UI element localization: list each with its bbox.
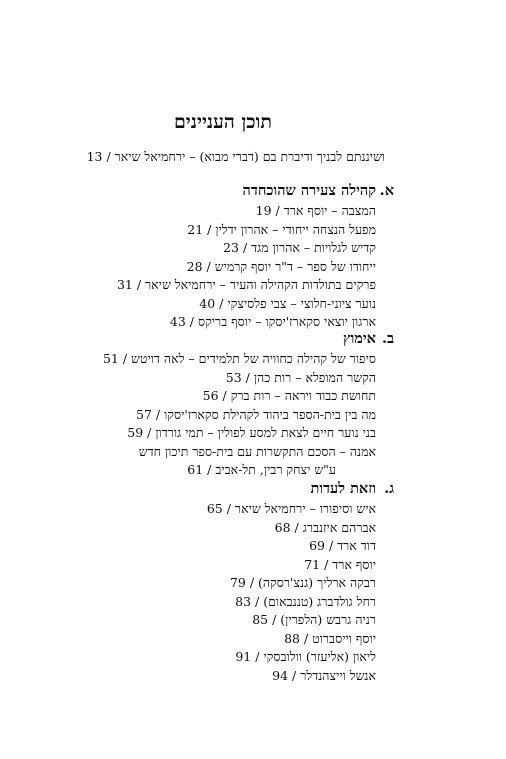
toc-entry: פרקים בתולדות הקהילה והעיר – ירחמיאל שיאר / 31 [116,277,376,292]
toc-entry: איש וסיפורו – ירחמיאל שיאר / 65 [206,501,376,516]
toc-entry: מפעל הנצחה ייחודי – אהרון ידלין / 21 [187,221,376,237]
toc-entry: יוסף וייסברוט / 88 [284,630,376,646]
toc-entry: ייחודו של ספר – ד"ר יוסף קרמיש / 28 [186,258,376,274]
page-title: תוכן העניינים [173,111,272,133]
section-letter: ב. [381,330,394,347]
toc-entry: רחל גולדברג (טננבאום) / 83 [235,593,376,609]
toc-entry: תחושת כבוד ויראה – רות ברק / 56 [202,388,376,403]
entry-list [207,500,394,685]
entry-list [117,202,394,332]
section-heading [103,328,394,350]
toc-entry: אמנה – הסכם התקשרות עם בית-ספר תיכון חדש [138,443,376,459]
toc-entry: יוסף ארד / 71 [304,556,376,572]
toc-entry: הקשר המופלא – רות כהן / 53 [225,369,376,385]
section-title: וזאת לעדות [310,480,376,497]
toc-entry: אנשל וייצהנדלר / 94 [272,667,376,683]
toc-entry: בני נוער חיים לצאת למסע לפולין – תמי גורדון / 59 [127,425,376,440]
section-c [207,478,394,685]
section-letter: א. [379,182,394,199]
section-heading [207,478,394,500]
entry-list [103,350,394,480]
toc-entry: רניה גרבש (הלפרין) / 85 [252,612,376,627]
section-heading [117,180,394,202]
toc-entry: ארגון יוצאי סקארז'יסקו – יוסף בריקס / 43 [169,314,376,329]
toc-entry: נוער ציוני-חלוצי – צבי פלסיצקי / 40 [199,295,376,311]
section-title: אימוץ [343,330,376,347]
toc-entry: מה בין בית-הספר ביהוד לקהילת סקארז'יסקו / 57 [136,406,376,422]
section-letter: ג. [384,480,394,497]
toc-entry: דוד ארד / 69 [309,538,376,553]
toc-entry: קדיש לגלויות – אהרון מגד / 23 [223,240,376,255]
toc-entry: רבקה ארליך (גנצ'רסקה) / 79 [229,575,376,590]
intro-entry: ושיננתם לבניך ודיברת בם (דברי מבוא) – ירחמיאל שיאר / 13 [86,149,385,164]
toc-entry: המצבה – יוסף ארד / 19 [255,203,376,218]
toc-entry: סיפור של קהילה כחוויה של תלמידים – לאה דויטש / 51 [102,351,376,366]
section-b [103,328,394,480]
section-a [117,180,394,332]
toc-entry: אברהם איזנברג / 68 [274,519,376,535]
section-title: קהילה צעירה שהוכחדה [242,182,376,199]
toc-entry-continuation: ע"ש יצחק רבין, תל-אביב / 61 [187,462,336,477]
toc-entry: ליאון (אליעזר) וולובסקי / 91 [235,649,376,664]
